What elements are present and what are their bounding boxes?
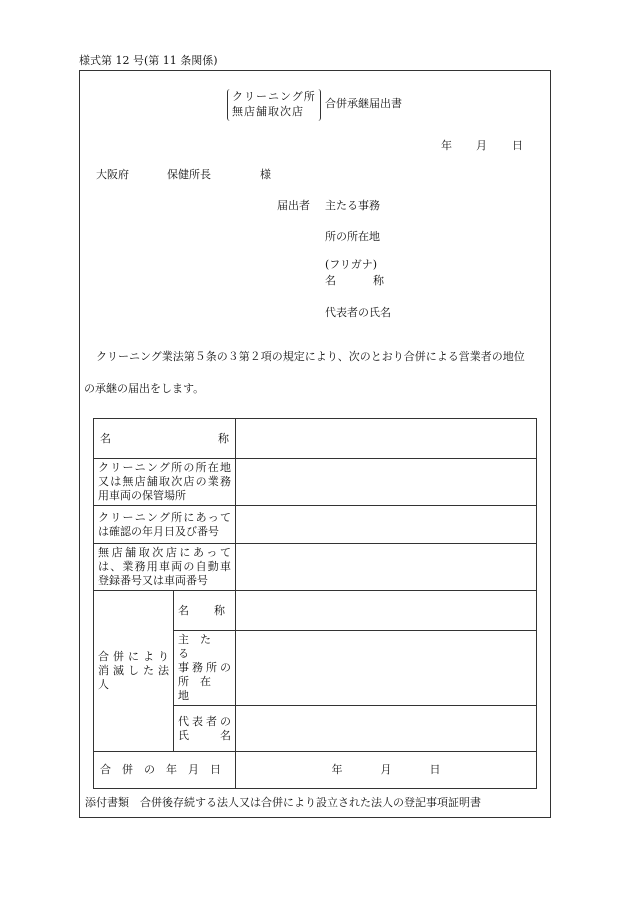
merge-date-year: 年 [331, 763, 343, 776]
merge-date-value-cell[interactable] [236, 752, 537, 789]
location-value-cell[interactable] [236, 459, 537, 506]
confirm-value-cell[interactable] [236, 506, 537, 544]
date-year: 年 [441, 139, 452, 152]
dissolved-rep-value-cell[interactable] [236, 706, 537, 752]
name-value-cell[interactable] [236, 419, 537, 459]
table-row [94, 591, 537, 631]
merge-date-month: 月 [380, 763, 392, 776]
notifier-name-b: 称 [373, 274, 384, 287]
merge-date-label: 合 併 の 年 月 日 [100, 763, 221, 776]
table-row [94, 419, 537, 459]
dissolved-office-l3: 所 在 地 [178, 675, 222, 702]
dissolved-label-l3: 人 [98, 678, 109, 691]
vehicle-label-l2: は、業務用車両の自動車 [98, 560, 231, 573]
dissolved-office-label-cell [174, 631, 236, 706]
location-label-l2: 又は無店舗取次店の業務 [98, 475, 231, 488]
dissolved-office-l1: 主 た る [178, 633, 222, 660]
attachment-note: 添付書類 合併後存続する法人又は合併により設立された法人の登記事項証明書 [85, 796, 481, 809]
title-bracket-line2: 無店舗取次店 [232, 105, 304, 118]
body-text-line2: の承継の届出をします。 [84, 382, 205, 395]
dissolved-name-label-cell [174, 591, 236, 631]
date-month: 月 [476, 139, 487, 152]
addressee-honorific: 様 [260, 168, 271, 181]
dissolved-label-l1: 合併により [98, 650, 169, 663]
name-label-b: 称 [218, 431, 229, 445]
location-label-cell [94, 459, 236, 506]
notifier-address-line2: 所の所在地 [325, 230, 380, 243]
dissolved-rep-l2a: 氏 [178, 728, 189, 742]
notifier-representative: 代表者の氏名 [325, 306, 391, 319]
dissolved-rep-l2b: 名 [220, 728, 231, 742]
dissolved-rep-l1: 代表者の [178, 714, 231, 728]
location-label-l3: 用車両の保管場所 [98, 489, 186, 502]
vehicle-label-l1: 無店舗取次店にあって [98, 546, 231, 559]
date-day: 日 [512, 139, 523, 152]
name-label-cell [94, 419, 236, 459]
table-row [94, 752, 537, 789]
title-bracket-line1: クリーニング所 [232, 90, 316, 103]
confirm-label-l2: は確認の年月日及び番号 [98, 524, 219, 538]
confirm-label-cell [94, 506, 236, 544]
vehicle-label-cell [94, 544, 236, 591]
notifier-label: 届出者 [277, 199, 310, 212]
dissolved-label-l2: 消滅した法 [98, 664, 169, 677]
dissolved-name-a: 名 [178, 603, 189, 617]
body-text-line1: クリーニング業法第５条の３第２項の規定により、次のとおり合併による営業者の地位 [96, 350, 525, 363]
merge-date-day: 日 [429, 763, 441, 776]
notifier-furigana: (フリガナ) [325, 258, 378, 271]
merge-date-label-cell [94, 752, 236, 789]
application-table [93, 418, 537, 789]
vehicle-value-cell[interactable] [236, 544, 537, 591]
dissolved-label-cell [94, 591, 174, 752]
dissolved-name-value-cell[interactable] [236, 591, 537, 631]
name-label-a: 名 [100, 431, 111, 445]
addressee-prefecture: 大阪府 [96, 168, 129, 181]
confirm-label-l1: クリーニング所にあって [98, 510, 231, 524]
form-number: 様式第 12 号(第 11 条関係) [79, 54, 218, 67]
dissolved-rep-label-cell [174, 706, 236, 752]
dissolved-name-b: 称 [214, 603, 225, 617]
addressee-office: 保健所長 [167, 168, 211, 181]
vehicle-label-l3: 登録番号又は車両番号 [98, 574, 208, 587]
notifier-name-a: 名 [325, 274, 336, 287]
title-bracket [227, 89, 321, 121]
table-row [94, 506, 537, 544]
location-label-l1: クリーニング所の所在地 [98, 461, 231, 474]
notifier-address-line1: 主たる事務 [325, 199, 380, 212]
dissolved-office-l2: 事務所の [178, 661, 231, 674]
dissolved-office-value-cell[interactable] [236, 631, 537, 706]
table-row [94, 544, 537, 591]
form-title: 合併承継届出書 [325, 97, 402, 110]
table-row [94, 459, 537, 506]
